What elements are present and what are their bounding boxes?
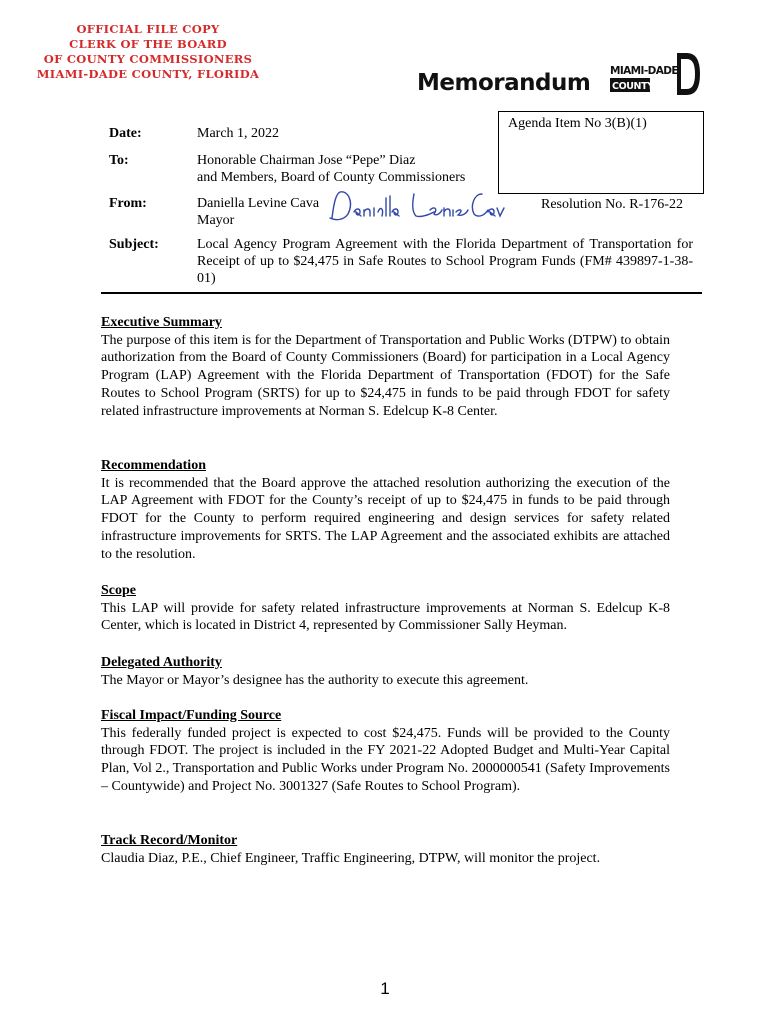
- mayor-signature: [326, 188, 508, 228]
- agenda-item-box: [498, 111, 704, 194]
- delegated-authority-section: [101, 654, 670, 689]
- section-heading: Delegated Authority: [101, 655, 222, 670]
- section-heading: Recommendation: [101, 458, 206, 473]
- executive-summary-section: [101, 314, 670, 420]
- stamp-line: OFFICIAL FILE COPY: [76, 22, 220, 36]
- recommendation-section: [101, 457, 670, 563]
- resolution-number: Resolution No. R-176-22: [541, 197, 683, 212]
- from-line: Daniella Levine Cava: [197, 196, 320, 211]
- section-heading: Executive Summary: [101, 315, 222, 330]
- section-body: The purpose of this item is for the Department of Transportation and Public Works (DTPW) to obtain authorization from the Board of County Commissioners (Board) for participation in a Local Agency Program (LAP) Agreement with the Florida Department of Transportation (FDOT) for the Safe Routes to School Program (SRTS) for up to $24,475 in funds to be paid through FDOT for safety related infrastructure improvements at Norman S. Edelcup K-8 Center.: [101, 332, 670, 419]
- section-body: It is recommended that the Board approve the attached resolution authorizing the execution of the LAP Agreement with FDOT for the County’s receipt of up to $24,475 in funds to be paid through FDOT for the County to perform required engineering and design services for safety related infrastructure improvements for SRTS. The LAP Agreement and the associated exhibits are attached to the resolution.: [101, 475, 670, 562]
- scope-section: [101, 582, 670, 635]
- subject-label: Subject:: [109, 237, 159, 252]
- from-label: From:: [109, 196, 147, 211]
- header-divider: [101, 292, 702, 294]
- to-value: [197, 152, 465, 186]
- page-number: 1: [380, 979, 390, 998]
- stamp-line: MIAMI-DADE COUNTY, FLORIDA: [36, 67, 260, 81]
- miami-dade-logo: [609, 52, 701, 98]
- section-body: The Mayor or Mayor’s designee has the authority to execute this agreement.: [101, 672, 529, 688]
- section-body: Claudia Diaz, P.E., Chief Engineer, Traffic Engineering, DTPW, will monitor the project.: [101, 850, 601, 866]
- to-line: and Members, Board of County Commissioners: [197, 170, 466, 185]
- to-label: To:: [109, 153, 129, 168]
- section-heading: Scope: [101, 583, 136, 598]
- logo-text-bottom: COUNTY: [612, 81, 654, 92]
- section-heading: Track Record/Monitor: [101, 833, 238, 848]
- to-line: Honorable Chairman Jose “Pepe” Diaz: [197, 153, 416, 168]
- from-value: [197, 195, 319, 229]
- stamp-line: CLERK OF THE BOARD: [69, 37, 227, 51]
- official-file-copy-stamp: [30, 22, 266, 82]
- agenda-item-number: Agenda Item No 3(B)(1): [508, 116, 647, 131]
- logo-text-top: MIAMI-DADE: [610, 65, 678, 77]
- fiscal-impact-section: [101, 707, 670, 796]
- section-body: This federally funded project is expected to cost $24,475. Funds will be provided to the County through FDOT. The project is included in the FY 2021-22 Adopted Budget and Multi-Year Capital Plan, Vol 2., Transportation and Public Works under Program No. 2000000541 (Safety Improvements – Countywide) and Project No. 3001327 (Safe Routes to School Program).: [101, 725, 670, 794]
- section-heading: Fiscal Impact/Funding Source: [101, 708, 282, 723]
- section-body: This LAP will provide for safety related infrastructure improvements at Norman S. Edelcup K-8 Center, which is located in District 4, represented by Commissioner Sally Heyman.: [101, 600, 670, 634]
- memo-title: Memorandum: [417, 70, 591, 96]
- date-label: Date:: [109, 126, 142, 141]
- from-line: Mayor: [197, 213, 235, 228]
- date-value: March 1, 2022: [197, 126, 280, 141]
- track-record-section: [101, 832, 670, 867]
- stamp-line: OF COUNTY COMMISSIONERS: [43, 52, 253, 66]
- subject-value: Local Agency Program Agreement with the Florida Department of Transportation for Receipt of up to $24,475 in Safe Routes to School Program Funds (FM# 439897-1-38-01): [197, 237, 693, 286]
